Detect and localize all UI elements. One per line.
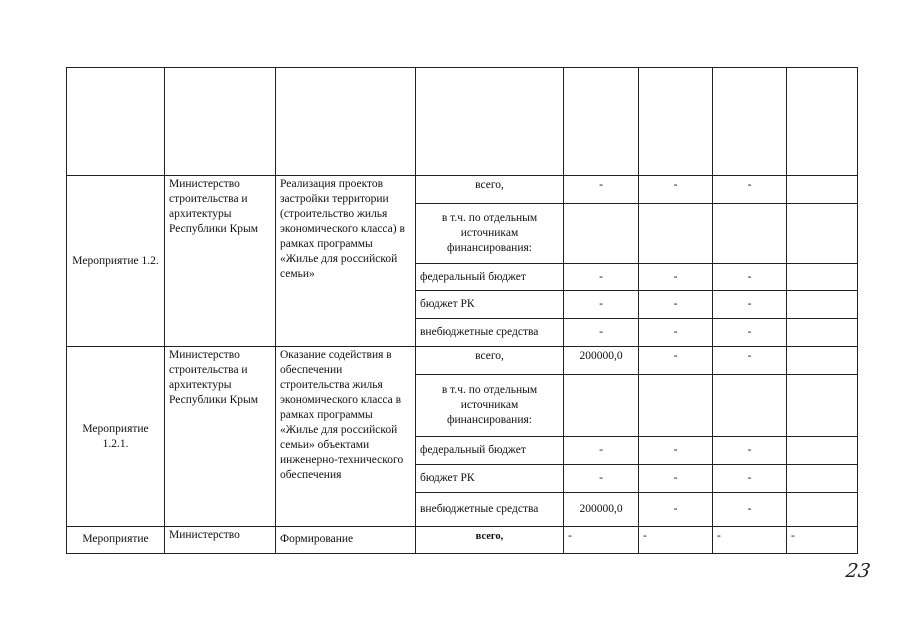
value-cell: - [639, 176, 713, 204]
value-cell: - [713, 493, 787, 527]
table-cell [564, 68, 639, 176]
activity-name: Оказание содействия в обеспечении строительства жилья экономического класса в рамках программы «Жилье для российской семьи» объектами инженерно-технического обеспечения [276, 347, 416, 527]
value-cell [787, 493, 858, 527]
value-cell: - [639, 264, 713, 291]
source-federal-label: федеральный бюджет [416, 437, 564, 465]
value-cell: - [639, 527, 713, 554]
value-cell: - [713, 347, 787, 375]
table-cell [713, 68, 787, 176]
value-cell [787, 176, 858, 204]
source-federal-label: федеральный бюджет [416, 264, 564, 291]
value-cell: - [639, 347, 713, 375]
table-row [67, 527, 858, 554]
program-table [66, 67, 858, 554]
source-total-label: всего, [416, 176, 564, 204]
page-number: 23 [844, 560, 872, 582]
executor-cell: Министерство строительства и архитектуры Республики Крым [165, 176, 276, 347]
value-cell: - [713, 264, 787, 291]
source-extra-label: внебюджетные средства [416, 493, 564, 527]
value-cell [787, 264, 858, 291]
value-cell: - [564, 437, 639, 465]
table-row [67, 347, 858, 375]
source-extra-label: внебюджетные средства [416, 319, 564, 347]
value-cell: - [639, 493, 713, 527]
value-cell [787, 291, 858, 319]
value-cell: 200000,0 [564, 493, 639, 527]
value-cell [787, 319, 858, 347]
value-cell: - [639, 437, 713, 465]
activity-label: Мероприятие 1.2. [67, 176, 165, 347]
value-cell: - [713, 291, 787, 319]
table-cell [787, 68, 858, 176]
value-cell [564, 204, 639, 264]
value-cell: - [787, 527, 858, 554]
table-cell [276, 68, 416, 176]
value-cell: - [713, 527, 787, 554]
value-cell: - [639, 465, 713, 493]
value-cell: - [564, 176, 639, 204]
source-incl-label: в т.ч. по отдельным источникам финансирования: [416, 204, 564, 264]
value-cell: - [564, 465, 639, 493]
value-cell: - [713, 176, 787, 204]
value-cell [787, 204, 858, 264]
value-cell [713, 204, 787, 264]
value-cell [787, 437, 858, 465]
value-cell: - [713, 465, 787, 493]
table-cell [416, 68, 564, 176]
source-total-label: всего, [416, 347, 564, 375]
source-incl-label: в т.ч. по отдельным источникам финансирования: [416, 375, 564, 437]
value-cell: - [564, 319, 639, 347]
value-cell [787, 375, 858, 437]
value-cell [564, 375, 639, 437]
activity-label: Мероприятие [67, 527, 165, 554]
value-cell: - [564, 264, 639, 291]
value-cell [639, 375, 713, 437]
value-cell: 200000,0 [564, 347, 639, 375]
table-cell [67, 68, 165, 176]
executor-cell: Министерство [165, 527, 276, 554]
table-cell [165, 68, 276, 176]
executor-cell: Министерство строительства и архитектуры Республики Крым [165, 347, 276, 527]
activity-name: Формирование [276, 527, 416, 554]
activity-label: Мероприятие 1.2.1. [67, 347, 165, 527]
source-rk-label: бюджет РК [416, 465, 564, 493]
source-rk-label: бюджет РК [416, 291, 564, 319]
value-cell [787, 465, 858, 493]
activity-name: Реализация проектов застройки территории (строительство жилья экономического класса) в рамках программы «Жилье для российской семьи» [276, 176, 416, 347]
value-cell [713, 375, 787, 437]
value-cell [787, 347, 858, 375]
value-cell: - [713, 319, 787, 347]
table-row [67, 176, 858, 204]
table-cell [639, 68, 713, 176]
value-cell: - [713, 437, 787, 465]
table-row-blank [67, 68, 858, 176]
value-cell: - [564, 527, 639, 554]
value-cell: - [639, 319, 713, 347]
source-total-label: всего, [416, 527, 564, 554]
value-cell: - [564, 291, 639, 319]
value-cell [639, 204, 713, 264]
value-cell: - [639, 291, 713, 319]
